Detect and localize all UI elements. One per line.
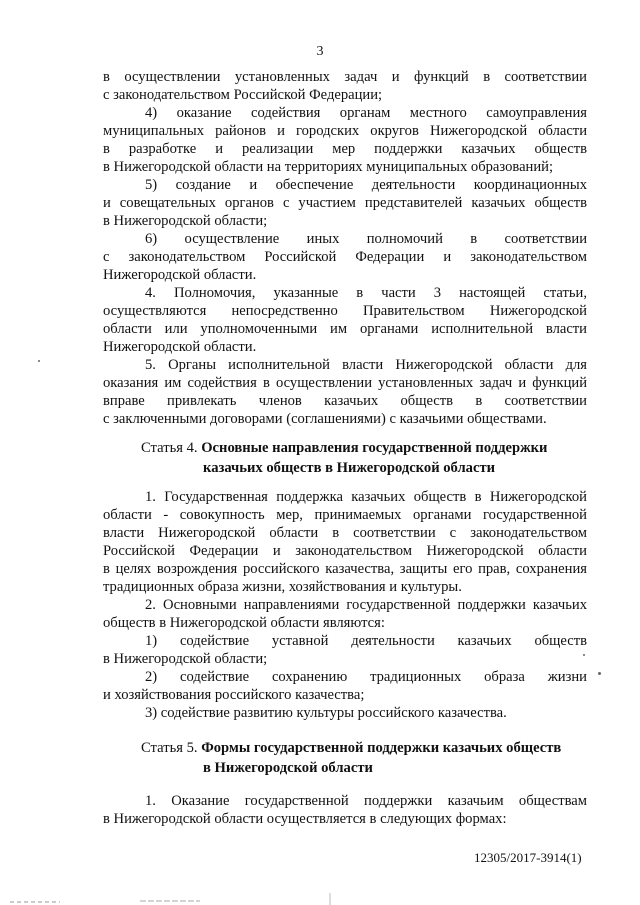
text-line: вправе привлекать членов казачьих обществ в соответствии <box>103 393 587 409</box>
text-line: с заключенными договорами (соглашениями) с казачьими обществами. <box>103 411 547 427</box>
text-line: 1) содействие уставной деятельности казачьих обществ <box>145 633 587 649</box>
scan-speck <box>38 360 40 362</box>
text-line: 4. Полномочия, указанные в части 3 настоящей статьи, <box>145 285 587 301</box>
text-line: области или уполномоченными им органами исполнительной власти <box>103 321 587 337</box>
article-5-heading <box>103 738 587 778</box>
page-number: 3 <box>316 44 324 59</box>
text-line: осуществляются непосредственно Правительством Нижегородской <box>103 303 587 319</box>
text-line: традиционных образа жизни, хозяйствования и культуры. <box>103 579 462 595</box>
scan-speck <box>583 654 585 656</box>
text-line: 2. Основными направлениями государственной поддержки казачьих <box>145 597 587 613</box>
text-line: в Нижегородской области на территориях муниципальных образований; <box>103 159 554 175</box>
scan-speck <box>598 672 601 675</box>
text-line: 1. Государственная поддержка казачьих обществ в Нижегородской <box>145 489 587 505</box>
text-line: с законодательством Российской Федерации; <box>103 87 383 103</box>
text-line: Нижегородской области. <box>103 267 257 283</box>
text-line: 3) содействие развитию культуры российского казачества. <box>145 705 507 721</box>
text-block-3 <box>103 792 587 828</box>
article-5-prefix: Статья 5. <box>141 740 198 756</box>
text-line: и совещательных органов с участием представителей казачьих обществ <box>103 195 587 211</box>
scan-artifact-marks <box>0 893 640 905</box>
text-line: в Нижегородской области осуществляется в следующих формах: <box>103 811 507 827</box>
text-line: 5) создание и обеспечение деятельности координационных <box>145 177 587 193</box>
text-line: власти Нижегородской области в соответствии с законодательством <box>103 525 587 541</box>
text-line: 2) содействие сохранению традиционных образа жизни <box>145 669 587 685</box>
text-line: в осуществлении установленных задач и функций в соответствии <box>103 69 587 85</box>
text-block-2 <box>103 488 587 722</box>
text-line: Российской Федерации и законодательством Нижегородской области <box>103 543 587 559</box>
text-block-1 <box>103 68 587 428</box>
text-line: обществ в Нижегородской области являются: <box>103 615 385 631</box>
text-line: Нижегородской области. <box>103 339 257 355</box>
text-line: в целях возрождения российского казачества, защиты его прав, сохранения <box>103 561 587 577</box>
text-line: оказания им содействия в осуществлении установленных задач и функций <box>103 375 587 391</box>
article-5-title-line2: в Нижегородской области <box>203 760 373 776</box>
text-line: 1. Оказание государственной поддержки казачьим обществам <box>145 793 587 809</box>
article-4-prefix: Статья 4. <box>141 440 198 456</box>
document-number: 12305/2017-3914(1) <box>474 850 582 865</box>
text-line: 5. Органы исполнительной власти Нижегородской области для <box>145 357 587 373</box>
text-line: и хозяйствования российского казачества; <box>103 687 365 703</box>
text-line: с законодательством Российской Федерации и законодательством <box>103 249 587 265</box>
text-line: в Нижегородской области; <box>103 651 268 667</box>
text-line: области - совокупность мер, принимаемых органами государственной <box>103 507 587 523</box>
article-4-title-line2: казачьих обществ в Нижегородской области <box>203 460 496 476</box>
text-line: 6) осуществление иных полномочий в соответствии <box>145 231 587 247</box>
text-line: в разработке и реализации мер поддержки казачьих обществ <box>103 141 587 157</box>
article-4-title-line1: Основные направления государственной поддержки <box>201 440 548 456</box>
text-line: 4) оказание содействия органам местного самоуправления <box>145 105 587 121</box>
article-4-heading <box>103 438 587 478</box>
text-line: в Нижегородской области; <box>103 213 268 229</box>
article-5-title-line1: Формы государственной поддержки казачьих обществ <box>201 740 562 756</box>
text-line: муниципальных районов и городских округов Нижегородской области <box>103 123 587 139</box>
